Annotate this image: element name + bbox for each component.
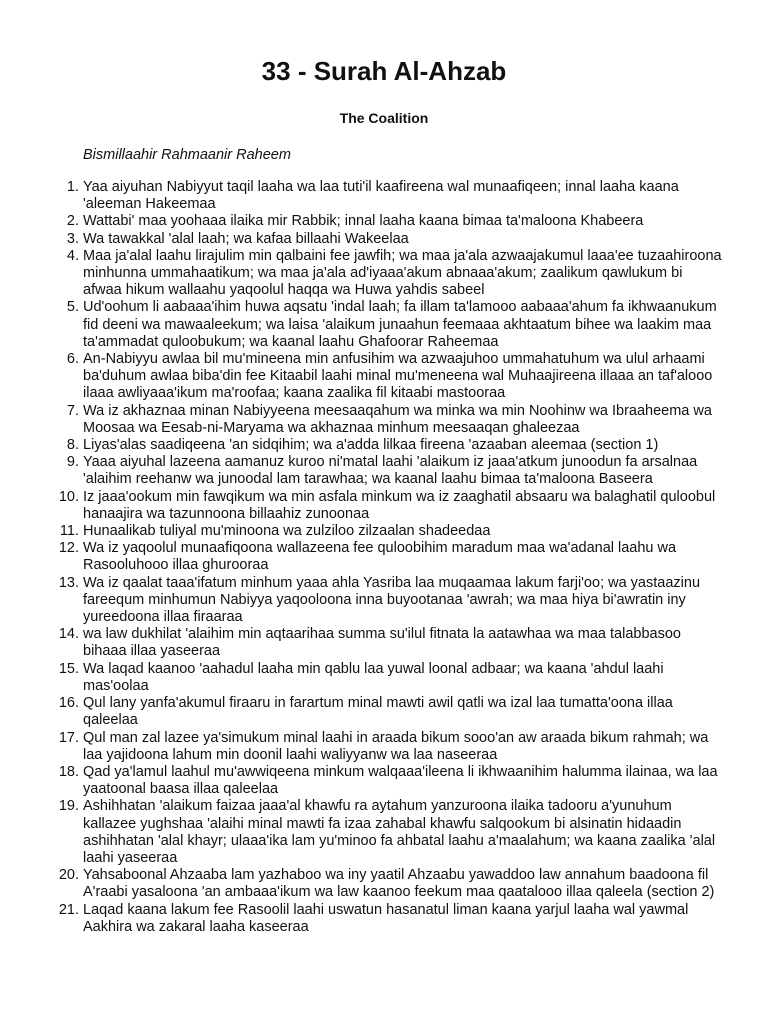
- verse-text: An-Nabiyyu awlaa bil mu'mineena min anfusihim wa azwaajuhoo ummahatuhum wa ulul arhaami ba'duhum awlaa biba'din fee Kitaabil laahi minal mu'meneena wal Muhaajireena illaaa an taf'alooo ilaaa awliyaaa'ikum ma'roofaa; kaana zaalika fil kitaabi mastooraa: [83, 351, 713, 402]
- verse-item: [58, 626, 723, 660]
- page-title: 33 - Surah Al-Ahzab: [261, 56, 507, 86]
- verse-text: Ud'oohum li aabaaa'ihim huwa aqsatu 'indal laah; fa illam ta'lamooo aabaaa'ahum fa ikhwaanukum fid deeni wa mawaaleekum; wa laisa 'alaikum junaahun feemaaa akhtaatum bihee wa laakim maa ta'ammadat quloobukum; wa kaanal laahu Ghafoorar Raheemaa: [83, 299, 717, 350]
- verse-number: 12.: [58, 540, 79, 557]
- verse-text: Wa iz akhaznaa minan Nabiyyeena meesaaqahum wa minka wa min Noohinw wa Ibraaheema wa Moosaa wa Eesab-ni-Maryama wa akhaznaa minhum meesaaqan ghaleezaa: [83, 402, 712, 436]
- verse-item: [66, 179, 723, 213]
- verse-number: 6.: [66, 351, 79, 368]
- verse-text: Wa laqad kaanoo 'aahadul laaha min qablu laa yuwal loonal adbaar; wa kaana 'ahdul laahi mas'oolaa: [83, 660, 664, 694]
- verse-number: 3.: [66, 230, 79, 247]
- verse-item: [58, 488, 723, 523]
- verse-item: [66, 437, 723, 454]
- verse-text: Wa tawakkal 'alal laah; wa kafaa billaahi Wakeelaa: [83, 230, 409, 247]
- page-subtitle: The Coalition: [339, 110, 429, 126]
- verse-list: [58, 179, 723, 936]
- verse-item: [58, 763, 723, 798]
- verse-item: [58, 798, 723, 867]
- verse-number: 14.: [58, 626, 79, 643]
- verse-number: 5.: [66, 299, 79, 316]
- verse-text: Laqad kaana lakum fee Rasoolil laahi uswatun hasanatul liman kaana yarjul laaha wal yawmal Aakhira wa zakaral laaha kaseeraa: [83, 901, 689, 935]
- verse-text: Wattabi' maa yoohaaa ilaika mir Rabbik; innal laaha kaana bimaa ta'maloona Khabeera: [83, 213, 644, 230]
- verse-item: [58, 660, 723, 695]
- verse-number: 8.: [66, 437, 79, 454]
- verse-item: [66, 351, 723, 403]
- verse-number: 21.: [58, 901, 79, 918]
- verse-item: [58, 901, 723, 936]
- verse-text: Liyas'alas saadiqeena 'an sidqihim; wa a'adda lilkaa fireena 'azaaban aleemaa (section 1): [83, 437, 659, 454]
- verse-text: Iz jaaa'ookum min fawqikum wa min asfala minkum wa iz zaaghatil absaaru wa balaghatil quloobul hanaajira wa tazunnoona billaahiz zunoonaa: [83, 488, 716, 522]
- verse-number: 17.: [58, 729, 79, 746]
- verse-number: 10.: [58, 488, 79, 505]
- verse-text: wa law dukhilat 'alaihim min aqtaarihaa summa su'ilul fitnata la aatawhaa wa maa talabbasoo bihaaa illaa yaseeraa: [83, 626, 681, 660]
- bismillah-line: Bismillaahir Rahmaanir Raheem: [83, 147, 291, 163]
- verse-number: 15.: [58, 660, 79, 677]
- verse-number: 13.: [58, 574, 79, 591]
- verse-number: 19.: [58, 798, 79, 815]
- verse-item: [66, 402, 723, 437]
- verse-text: Maa ja'alal laahu lirajulim min qalbaini fee jawfih; wa maa ja'ala azwaajakumul laaa'ee tuzaahiroona minhunna ummahaatikum; wa maa ja'ala ad'iyaaa'akum abnaaa'akum; zaalikum qawlukum bi afwaa hikum wallaahu yaqoolul haqqa wa Huwa yahdis sabeel: [83, 247, 722, 299]
- verse-text: Yaa aiyuhan Nabiyyut taqil laaha wa laa tuti'il kaafireena wal munaafiqeen; innal laaha kaana 'aleeman Hakeemaa: [83, 179, 679, 213]
- verse-item: [59, 523, 723, 540]
- verse-number: 9.: [66, 454, 79, 471]
- verse-item: [66, 213, 723, 230]
- verse-item: [58, 574, 723, 627]
- verse-number: 2.: [66, 213, 79, 230]
- verse-item: [58, 695, 723, 729]
- verse-item: [66, 247, 723, 300]
- verse-text: Qul man zal lazee ya'simukum minal laahi in araada bikum sooo'an aw araada bikum rahmah; wa laa yajidoona lahum min doonil laahi waliyyanw wa laa naseeraa: [83, 729, 709, 763]
- verse-item: [58, 867, 723, 901]
- verse-item: [58, 729, 723, 764]
- verse-item: [66, 454, 723, 488]
- verse-text: Wa iz qaalat taaa'ifatum minhum yaaa ahla Yasriba laa muqaamaa lakum farji'oo; wa yastaazinu fareequm minhumun Nabiyya yaqooloona inna buyootanaa 'awrah; wa maa hiya bi'awratin iny yureedoona illaa firaaraa: [83, 574, 701, 626]
- verse-item: [66, 299, 723, 351]
- verse-item: [66, 230, 723, 248]
- verse-text: Qad ya'lamul laahul mu'awwiqeena minkum walqaaa'ileena li ikhwaanihim halumma ilainaa, wa laa yaatoonal baasa illaa qaleelaa: [83, 763, 718, 798]
- verse-text: Yahsaboonal Ahzaaba lam yazhaboo wa iny yaatil Ahzaabu yawaddoo law annahum baadoona fil A'raabi yasaloona 'an ambaaa'ikum wa law kaanoo feekum maa qaatalooo illaa qaleela (section 2): [83, 867, 715, 901]
- verse-text: Qul lany yanfa'akumul firaaru in farartum minal mawti awil qatli wa izal laa tumatta'oona illaa qaleelaa: [83, 695, 673, 729]
- verse-number: 4.: [66, 247, 79, 264]
- verse-number: 18.: [58, 763, 79, 780]
- verse-text: Hunaalikab tuliyal mu'minoona wa zulziloo zilzaalan shadeedaa: [83, 523, 491, 540]
- verse-number: 16.: [58, 695, 79, 712]
- verse-text: Yaaa aiyuhal lazeena aamanuz kuroo ni'matal laahi 'alaikum iz jaaa'atkum junoodun fa arsalnaa 'alaihim reehanw wa junoodal lam tarawhaa; wa kaanal laahu bimaa ta'maloona Baseera: [83, 454, 698, 488]
- verse-number: 20.: [58, 867, 79, 884]
- verse-number: 11.: [59, 523, 79, 540]
- verse-text: Wa iz yaqoolul munaafiqoona wallazeena fee quloobihim maradum maa wa'adanal laahu wa Rasooluhooo illaa ghurooraa: [83, 540, 677, 574]
- verse-item: [58, 540, 723, 574]
- verse-text: Ashihhatan 'alaikum faizaa jaaa'al khawfu ra aytahum yanzuroona ilaika tadooru a'yunuhum kallazee yughshaa 'alaihi minal mawti fa izaa zahabal khawfu salqookum bi alsinatin hidaadin ashihhatan 'alal khayr; ulaaa'ika lam yu'minoo fa ahbatal laahu a'maalahum; wa kaana zaalika 'alal laahi yaseeraa: [83, 798, 716, 866]
- verse-number: 1.: [66, 179, 79, 195]
- verse-number: 7.: [66, 402, 79, 419]
